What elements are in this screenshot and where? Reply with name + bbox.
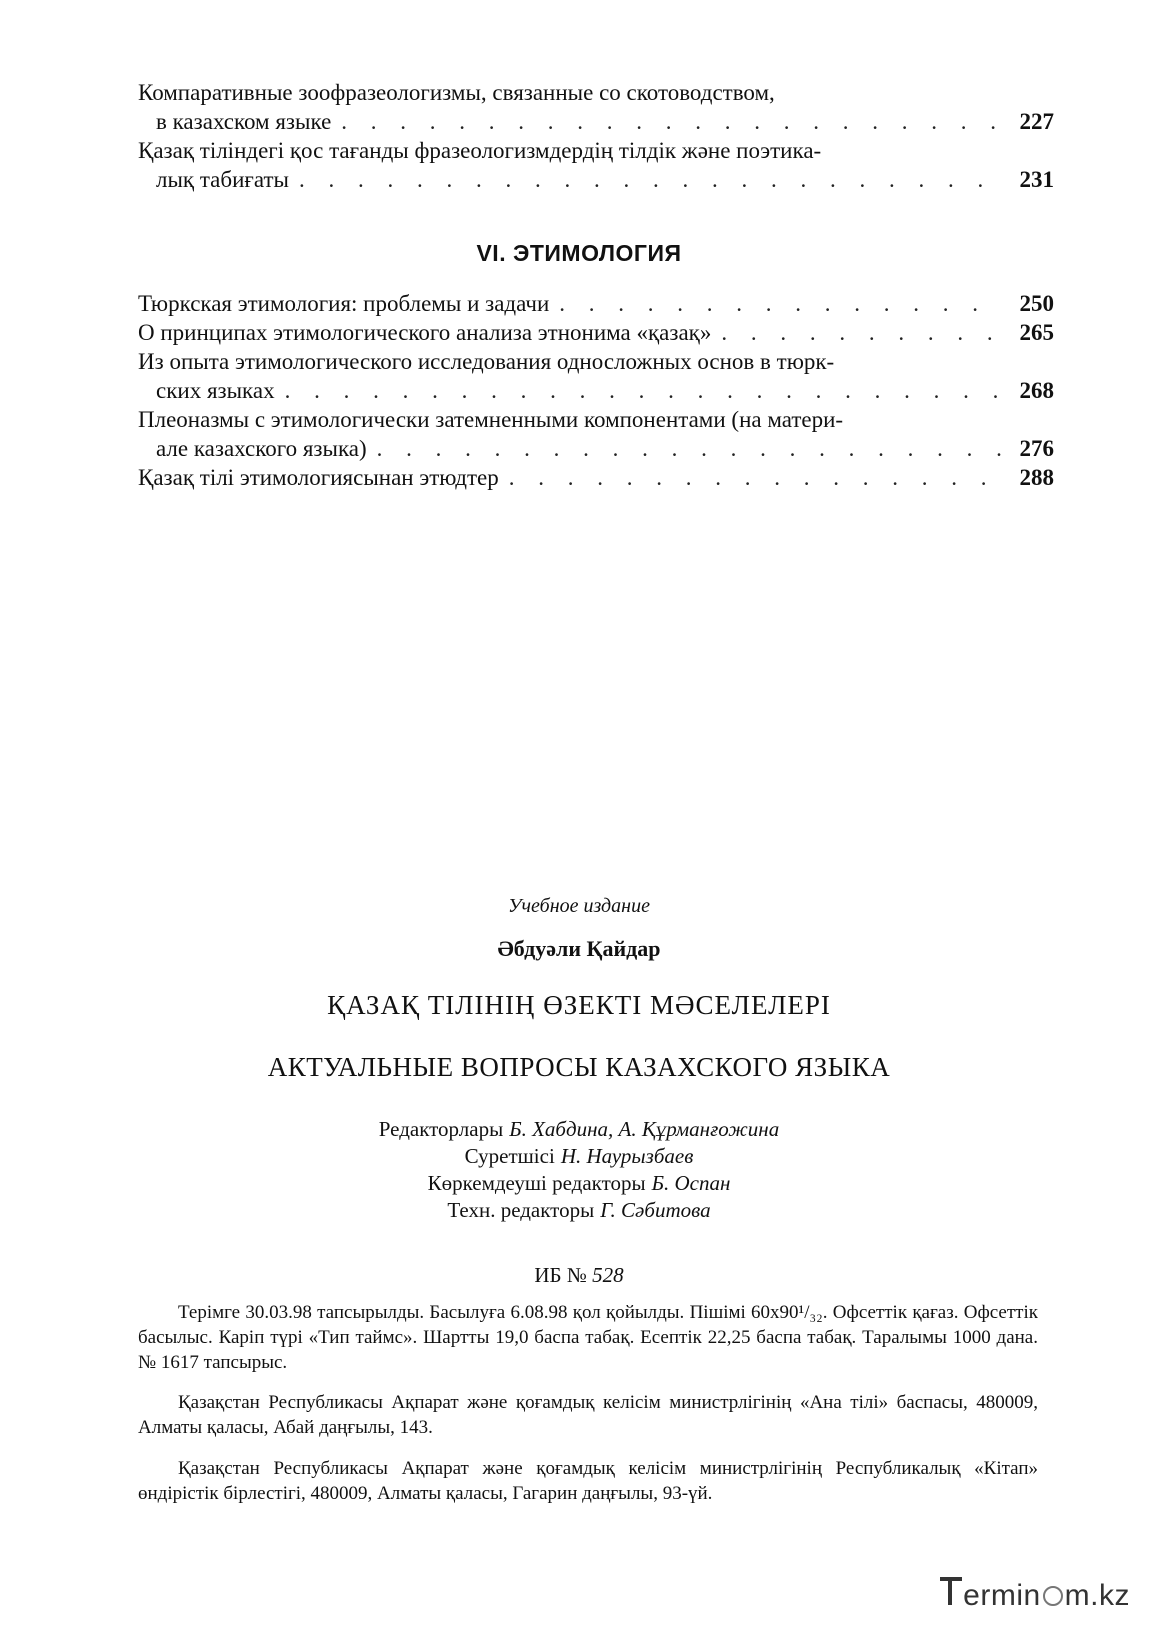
toc-entry-title-line2: в казахском языке [156,109,332,134]
credit-row [0,1170,1158,1197]
toc-page-number: 227 [1019,109,1054,134]
credit-role: Көркемдеуші редакторы [427,1171,646,1195]
watermark-text-part2: m.kz [1064,1579,1130,1612]
toc-page-number: 268 [1019,378,1054,403]
dot-leader [299,165,1002,194]
toc-entry [138,463,1054,492]
toc-page-number: 265 [1019,320,1054,345]
toc-entry-title: Қазақ тілі этимологиясынан этюдтер [138,465,499,490]
ib-label: ИБ № [534,1263,587,1287]
toc-entry-title: Тюркская этимология: проблемы и задачи [138,291,550,316]
credit-role: Редакторлары [378,1117,504,1141]
toc-entry-title: О принципах этимологического анализа этнонима «қазақ» [138,320,712,345]
printer-details [138,1456,1038,1506]
credit-row [0,1143,1158,1170]
toc-entry-title-line2: ских языках [156,378,275,403]
credit-role: Суретшісі [464,1144,555,1168]
site-watermark [940,1577,1130,1613]
ib-value: 528 [592,1263,624,1287]
credit-row [0,1116,1158,1143]
dot-leader [377,434,1002,463]
toc-entry [138,78,1054,136]
toc-page-number: 231 [1019,167,1054,192]
book-title-russian: АКТУАЛЬНЫЕ ВОПРОСЫ КАЗАХСКОГО ЯЗЫКА [267,1052,891,1082]
dot-leader [285,376,1002,405]
dot-leader [721,318,1002,347]
credit-name: Б. Оспан [651,1171,731,1195]
credit-name: Г. Сәбитова [600,1198,711,1222]
credit-row [0,1197,1158,1224]
toc-entry-title-line1: Плеоназмы с этимологически затемненными компонентами (на матери- [138,407,844,432]
section-heading: VI. ЭТИМОЛОГИЯ [476,240,682,266]
publisher-details-text: Қазақстан Республикасы Ақпарат және қоғамдық келісім министрлігінің «Ана тілі» баспасы, 480009, Алматы қаласы, Абай даңғылы, 143. [138,1392,1038,1438]
dot-leader [559,289,1002,318]
magnifier-icon [1043,1586,1063,1606]
toc-entry-title-line1: Компаративные зоофразеологизмы, связанные со скотоводством, [138,80,775,105]
author-name: Әбдуәли Қайдар [497,936,661,961]
toc-entry-title-line2: лық табиғаты [156,167,289,192]
toc-entry [138,318,1054,347]
credit-name: Н. Наурызбаев [560,1144,694,1168]
toc-entry-title-line2: але казахского языка) [156,436,367,461]
dot-leader [341,107,1002,136]
toc-entry [138,136,1054,194]
publisher-details [138,1390,1038,1440]
printing-details-text: Терімге 30.03.98 тапсырылды. Басылуға 6.08.98 қол қойылды. Пішімі 60х90¹/₃₂. Офсеттік қағаз. Офсеттік басылыс. Каріп түрі «Тип таймс». Шартты 19,0 баспа табақ. Есептік 22,25 баспа табақ. Таралымы 1000 дана. № 1617 тапсырыс. [138,1302,1038,1373]
watermark-text-part1: ermin [963,1579,1041,1612]
toc-entry-title-line1: Из опыта этимологического исследования односложных основ в тюрк- [138,349,835,374]
credits-block [0,1116,1158,1224]
book-title-kazakh: ҚАЗАҚ ТІЛІНІҢ ӨЗЕКТІ МӘСЕЛЕЛЕРІ [327,990,831,1020]
toc-page-number: 250 [1019,291,1054,316]
toc-page-number: 288 [1019,465,1054,490]
toc-entry-title-line1: Қазақ тіліндегі қос тағанды фразеологизмдердің тілдік және поэтика- [138,138,822,163]
printer-details-text: Қазақстан Республикасы Ақпарат және қоғамдық келісім министрлігінің Республикалық «Кітап» өндірістік бірлестігі, 480009, Алматы қаласы, Гагарин даңғылы, 93-үй. [138,1458,1038,1504]
toc-page-number: 276 [1019,436,1054,461]
toc-part-2 [138,289,1054,492]
credit-role: Техн. редакторы [447,1198,595,1222]
ib-number [0,1263,1158,1288]
toc-entry [138,289,1054,318]
dot-leader [509,463,1002,492]
toc-part-1 [138,78,1054,194]
toc-entry [138,405,1054,463]
credit-name: Б. Хабдина, А. Құрманғожина [509,1117,780,1141]
edition-type: Учебное издание [508,895,650,917]
printing-details [138,1300,1038,1375]
t-logo-icon [940,1577,962,1607]
toc-entry [138,347,1054,405]
